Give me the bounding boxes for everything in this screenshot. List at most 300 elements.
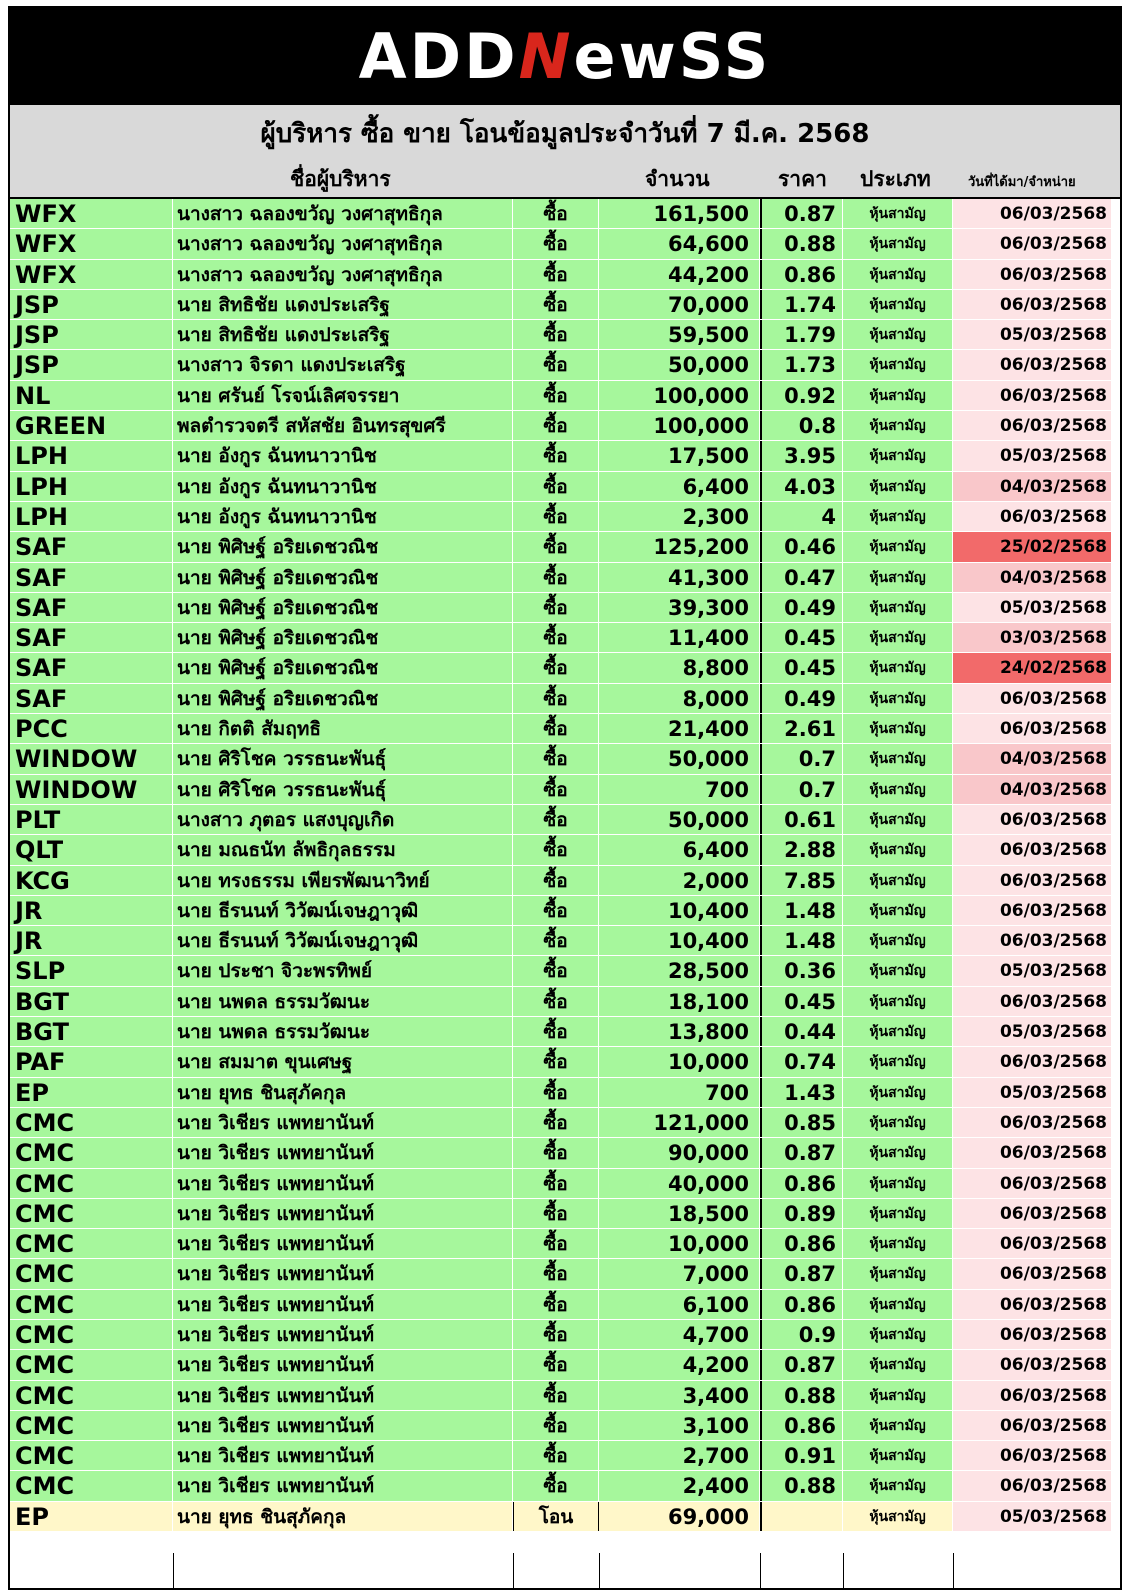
symbol-cell: LPH [10, 441, 173, 471]
amount-cell: 2,000 [599, 866, 760, 896]
price-cell: 0.45 [760, 623, 843, 653]
amount-cell: 50,000 [599, 805, 760, 835]
symbol-cell: SAF [10, 593, 173, 623]
date-cell: 05/03/2568 [953, 1017, 1112, 1047]
amount-cell: 125,200 [599, 532, 760, 562]
executive-name-cell: นาย ศิริโชค วรรธนะพันธุ์ [173, 775, 513, 805]
date-cell: 06/03/2568 [953, 987, 1112, 1017]
executive-name-cell: นาย วิเชียร แพทยานันท์ [173, 1471, 513, 1501]
transaction-type-cell: ซื้อ [513, 744, 599, 774]
table-row [10, 1138, 1120, 1168]
table-row [10, 805, 1120, 835]
amount-cell: 700 [599, 775, 760, 805]
symbol-cell: WFX [10, 199, 173, 229]
category-cell: หุ้นสามัญ [843, 896, 953, 926]
date-cell: 04/03/2568 [953, 472, 1112, 502]
price-cell: 1.48 [760, 926, 843, 956]
table-row [10, 381, 1120, 411]
transaction-type-cell: ซื้อ [513, 775, 599, 805]
date-cell: 06/03/2568 [953, 199, 1112, 229]
executive-name-cell: นางสาว ฉลองขวัญ วงศาสุทธิกุล [173, 199, 513, 229]
date-cell: 06/03/2568 [953, 1108, 1112, 1138]
table-row [10, 1259, 1120, 1289]
price-cell: 0.91 [760, 1441, 843, 1471]
symbol-cell: BGT [10, 1017, 173, 1047]
price-cell: 0.88 [760, 1471, 843, 1501]
amount-cell: 40,000 [599, 1169, 760, 1199]
transaction-type-cell: ซื้อ [513, 1078, 599, 1108]
date-cell: 05/03/2568 [953, 593, 1112, 623]
category-cell: หุ้นสามัญ [843, 1471, 953, 1501]
symbol-cell: CMC [10, 1259, 173, 1289]
amount-cell: 4,200 [599, 1350, 760, 1380]
transaction-type-cell: ซื้อ [513, 926, 599, 956]
category-cell: หุ้นสามัญ [843, 1078, 953, 1108]
table-row [10, 1502, 1120, 1532]
date-cell: 06/03/2568 [953, 290, 1112, 320]
symbol-cell: SAF [10, 532, 173, 562]
amount-cell: 39,300 [599, 593, 760, 623]
transaction-type-cell: ซื้อ [513, 229, 599, 259]
category-cell: หุ้นสามัญ [843, 1290, 953, 1320]
symbol-cell: CMC [10, 1471, 173, 1501]
date-cell: 06/03/2568 [953, 1229, 1112, 1259]
symbol-cell: GREEN [10, 411, 173, 441]
executive-name-cell: นางสาว ฉลองขวัญ วงศาสุทธิกุล [173, 229, 513, 259]
symbol-cell: SAF [10, 653, 173, 683]
symbol-cell: PCC [10, 714, 173, 744]
category-cell: หุ้นสามัญ [843, 1381, 953, 1411]
price-cell: 0.87 [760, 199, 843, 229]
category-cell: หุ้นสามัญ [843, 623, 953, 653]
transactions-table [10, 199, 1120, 1532]
transaction-type-cell: ซื้อ [513, 1320, 599, 1350]
executive-name-cell: นาย อังกูร ฉันทนาวานิช [173, 441, 513, 471]
date-cell: 06/03/2568 [953, 1320, 1112, 1350]
table-row [10, 1169, 1120, 1199]
amount-cell: 90,000 [599, 1138, 760, 1168]
table-row [10, 926, 1120, 956]
date-cell: 06/03/2568 [953, 714, 1112, 744]
symbol-cell: CMC [10, 1411, 173, 1441]
table-row [10, 1078, 1120, 1108]
table-row [10, 835, 1120, 865]
amount-cell: 10,400 [599, 896, 760, 926]
date-cell: 05/03/2568 [953, 1502, 1112, 1532]
executive-name-cell: นาย นพดล ธรรมวัฒนะ [173, 1017, 513, 1047]
amount-cell: 8,800 [599, 653, 760, 683]
symbol-cell: LPH [10, 472, 173, 502]
amount-cell: 121,000 [599, 1108, 760, 1138]
price-cell: 1.48 [760, 896, 843, 926]
date-cell: 06/03/2568 [953, 260, 1112, 290]
transaction-type-cell: ซื้อ [513, 1411, 599, 1441]
symbol-cell: CMC [10, 1108, 173, 1138]
category-cell: หุ้นสามัญ [843, 320, 953, 350]
table-row [10, 1411, 1120, 1441]
table-row [10, 229, 1120, 259]
amount-cell: 10,000 [599, 1047, 760, 1077]
transaction-type-cell: ซื้อ [513, 805, 599, 835]
amount-cell: 11,400 [599, 623, 760, 653]
symbol-cell: KCG [10, 866, 173, 896]
date-cell: 06/03/2568 [953, 229, 1112, 259]
table-row [10, 775, 1120, 805]
header-date: วันที่ได้มา/จำหน่าย [968, 175, 1076, 190]
report-frame [8, 6, 1122, 1590]
date-cell: 04/03/2568 [953, 744, 1112, 774]
transaction-type-cell: โอน [513, 1502, 599, 1532]
date-cell: 06/03/2568 [953, 1047, 1112, 1077]
price-cell: 0.87 [760, 1138, 843, 1168]
table-row [10, 987, 1120, 1017]
category-cell: หุ้นสามัญ [843, 1047, 953, 1077]
amount-cell: 3,400 [599, 1381, 760, 1411]
price-cell: 0.85 [760, 1108, 843, 1138]
price-cell: 0.9 [760, 1320, 843, 1350]
page-title: ผู้บริหาร ซื้อ ขาย โอนข้อมูลประจำวันที่ 7 มี.ค. 2568 [260, 119, 870, 149]
amount-cell: 7,000 [599, 1259, 760, 1289]
price-cell: 0.86 [760, 1411, 843, 1441]
executive-name-cell: นาย พิศิษฐ์ อริยเดชวณิช [173, 684, 513, 714]
category-cell: หุ้นสามัญ [843, 926, 953, 956]
executive-name-cell: นาย ธีรนนท์ วิวัฒน์เจษฎาวุฒิ [173, 926, 513, 956]
table-row [10, 1290, 1120, 1320]
table-row [10, 593, 1120, 623]
price-cell: 0.92 [760, 381, 843, 411]
category-cell: หุ้นสามัญ [843, 1199, 953, 1229]
table-row [10, 260, 1120, 290]
transaction-type-cell: ซื้อ [513, 1381, 599, 1411]
category-cell: หุ้นสามัญ [843, 593, 953, 623]
symbol-cell: QLT [10, 835, 173, 865]
table-row [10, 714, 1120, 744]
table-row [10, 1199, 1120, 1229]
category-cell: หุ้นสามัญ [843, 532, 953, 562]
transaction-type-cell: ซื้อ [513, 896, 599, 926]
price-cell: 0.86 [760, 1290, 843, 1320]
amount-cell: 50,000 [599, 744, 760, 774]
symbol-cell: LPH [10, 502, 173, 532]
executive-name-cell: นาย วิเชียร แพทยานันท์ [173, 1169, 513, 1199]
transaction-type-cell: ซื้อ [513, 472, 599, 502]
category-cell: หุ้นสามัญ [843, 835, 953, 865]
header-amount: จำนวน [645, 167, 710, 191]
symbol-cell: SAF [10, 684, 173, 714]
category-cell: หุ้นสามัญ [843, 1441, 953, 1471]
logo-bar [10, 8, 1120, 105]
amount-cell: 18,500 [599, 1199, 760, 1229]
executive-name-cell: นาย พิศิษฐ์ อริยเดชวณิช [173, 563, 513, 593]
date-cell: 06/03/2568 [953, 684, 1112, 714]
price-cell: 0.46 [760, 532, 843, 562]
amount-cell: 21,400 [599, 714, 760, 744]
transaction-type-cell: ซื้อ [513, 1350, 599, 1380]
transaction-type-cell: ซื้อ [513, 1169, 599, 1199]
category-cell: หุ้นสามัญ [843, 229, 953, 259]
executive-name-cell: นางสาว ฉลองขวัญ วงศาสุทธิกุล [173, 260, 513, 290]
date-cell: 06/03/2568 [953, 1350, 1112, 1380]
table-row [10, 653, 1120, 683]
amount-cell: 44,200 [599, 260, 760, 290]
amount-cell: 10,000 [599, 1229, 760, 1259]
price-cell: 0.87 [760, 1259, 843, 1289]
transaction-type-cell: ซื้อ [513, 441, 599, 471]
transaction-type-cell: ซื้อ [513, 956, 599, 986]
date-cell: 24/02/2568 [953, 653, 1112, 683]
category-cell: หุ้นสามัญ [843, 1229, 953, 1259]
transaction-type-cell: ซื้อ [513, 320, 599, 350]
executive-name-cell: นาย นพดล ธรรมวัฒนะ [173, 987, 513, 1017]
amount-cell: 50,000 [599, 350, 760, 380]
executive-name-cell: นาย สิทธิชัย แดงประเสริฐ [173, 320, 513, 350]
table-row [10, 1320, 1120, 1350]
symbol-cell: CMC [10, 1138, 173, 1168]
executive-name-cell: นางสาว ภุตอร แสงบุญเกิด [173, 805, 513, 835]
category-cell: หุ้นสามัญ [843, 744, 953, 774]
symbol-cell: CMC [10, 1169, 173, 1199]
table-row [10, 684, 1120, 714]
symbol-cell: JSP [10, 320, 173, 350]
date-cell: 06/03/2568 [953, 866, 1112, 896]
transaction-type-cell: ซื้อ [513, 684, 599, 714]
header-price: ราคา [778, 167, 827, 191]
price-cell: 4.03 [760, 472, 843, 502]
table-row [10, 1471, 1120, 1501]
table-row [10, 1108, 1120, 1138]
category-cell: หุ้นสามัญ [843, 502, 953, 532]
table-row [10, 744, 1120, 774]
executive-name-cell: นาย พิศิษฐ์ อริยเดชวณิช [173, 653, 513, 683]
executive-name-cell: นาย วิเชียร แพทยานันท์ [173, 1411, 513, 1441]
category-cell: หุ้นสามัญ [843, 472, 953, 502]
category-cell: หุ้นสามัญ [843, 1259, 953, 1289]
symbol-cell: CMC [10, 1350, 173, 1380]
executive-name-cell: นาย ทรงธรรม เพียรพัฒนาวิทย์ [173, 866, 513, 896]
table-row [10, 472, 1120, 502]
transaction-type-cell: ซื้อ [513, 623, 599, 653]
category-cell: หุ้นสามัญ [843, 1108, 953, 1138]
transaction-type-cell: ซื้อ [513, 381, 599, 411]
category-cell: หุ้นสามัญ [843, 805, 953, 835]
price-cell: 0.88 [760, 229, 843, 259]
symbol-cell: SLP [10, 956, 173, 986]
date-cell: 04/03/2568 [953, 563, 1112, 593]
executive-name-cell: นาย พิศิษฐ์ อริยเดชวณิช [173, 593, 513, 623]
amount-cell: 700 [599, 1078, 760, 1108]
symbol-cell: CMC [10, 1381, 173, 1411]
transaction-type-cell: ซื้อ [513, 290, 599, 320]
transaction-type-cell: ซื้อ [513, 987, 599, 1017]
transaction-type-cell: ซื้อ [513, 1229, 599, 1259]
transaction-type-cell: ซื้อ [513, 1138, 599, 1168]
executive-name-cell: นาย วิเชียร แพทยานันท์ [173, 1350, 513, 1380]
table-row [10, 1229, 1120, 1259]
amount-cell: 69,000 [599, 1502, 760, 1532]
executive-name-cell: พลตำรวจตรี สหัสชัย อินทรสุขศรี [173, 411, 513, 441]
amount-cell: 64,600 [599, 229, 760, 259]
transaction-type-cell: ซื้อ [513, 593, 599, 623]
symbol-cell: PLT [10, 805, 173, 835]
executive-name-cell: นาย วิเชียร แพทยานันท์ [173, 1199, 513, 1229]
executive-name-cell: นาย ศรันย์ โรจน์เลิศจรรยา [173, 381, 513, 411]
symbol-cell: EP [10, 1078, 173, 1108]
executive-name-cell: นาย กิตติ สัมฤทธิ [173, 714, 513, 744]
executive-name-cell: นาย วิเชียร แพทยานันท์ [173, 1381, 513, 1411]
date-cell: 06/03/2568 [953, 1199, 1112, 1229]
header-category: ประเภท [860, 167, 931, 191]
transaction-type-cell: ซื้อ [513, 1471, 599, 1501]
price-cell: 0.47 [760, 563, 843, 593]
date-cell: 06/03/2568 [953, 381, 1112, 411]
addnewss-logo: ADDNewSS [358, 19, 772, 93]
executive-name-cell: นาย สมมาต ขุนเศษฐ [173, 1047, 513, 1077]
table-row [10, 1381, 1120, 1411]
category-cell: หุ้นสามัญ [843, 1502, 953, 1532]
transaction-type-cell: ซื้อ [513, 199, 599, 229]
date-cell: 06/03/2568 [953, 805, 1112, 835]
price-cell: 0.7 [760, 775, 843, 805]
header-name: ชื่อผู้บริหาร [290, 167, 391, 191]
transaction-type-cell: ซื้อ [513, 714, 599, 744]
symbol-cell: BGT [10, 987, 173, 1017]
executive-name-cell: นาย วิเชียร แพทยานันท์ [173, 1138, 513, 1168]
amount-cell: 13,800 [599, 1017, 760, 1047]
date-cell: 06/03/2568 [953, 411, 1112, 441]
category-cell: หุ้นสามัญ [843, 956, 953, 986]
table-row [10, 320, 1120, 350]
transaction-type-cell: ซื้อ [513, 350, 599, 380]
price-cell: 0.87 [760, 1350, 843, 1380]
amount-cell: 28,500 [599, 956, 760, 986]
table-row [10, 563, 1120, 593]
price-cell: 0.88 [760, 1381, 843, 1411]
empty-row [10, 1553, 1120, 1588]
executive-name-cell: นาย พิศิษฐ์ อริยเดชวณิช [173, 623, 513, 653]
symbol-cell: CMC [10, 1199, 173, 1229]
amount-cell: 18,100 [599, 987, 760, 1017]
table-row [10, 502, 1120, 532]
table-row [10, 532, 1120, 562]
category-cell: หุ้นสามัญ [843, 1411, 953, 1441]
symbol-cell: PAF [10, 1047, 173, 1077]
amount-cell: 2,300 [599, 502, 760, 532]
transaction-type-cell: ซื้อ [513, 260, 599, 290]
date-cell: 06/03/2568 [953, 1471, 1112, 1501]
category-cell: หุ้นสามัญ [843, 441, 953, 471]
price-cell: 0.89 [760, 1199, 843, 1229]
transaction-type-cell: ซื้อ [513, 532, 599, 562]
symbol-cell: CMC [10, 1229, 173, 1259]
price-cell: 0.86 [760, 1169, 843, 1199]
date-cell: 06/03/2568 [953, 1290, 1112, 1320]
date-cell: 04/03/2568 [953, 775, 1112, 805]
table-row [10, 350, 1120, 380]
price-cell: 0.8 [760, 411, 843, 441]
category-cell: หุ้นสามัญ [843, 381, 953, 411]
executive-name-cell: นาย ยุทธ ชินสุภัคกุล [173, 1078, 513, 1108]
executive-name-cell: นาย ประชา จิวะพรทิพย์ [173, 956, 513, 986]
amount-cell: 100,000 [599, 381, 760, 411]
category-cell: หุ้นสามัญ [843, 1017, 953, 1047]
executive-name-cell: นาย วิเชียร แพทยานันท์ [173, 1320, 513, 1350]
category-cell: หุ้นสามัญ [843, 684, 953, 714]
symbol-cell: NL [10, 381, 173, 411]
executive-name-cell: นาย วิเชียร แพทยานันท์ [173, 1259, 513, 1289]
category-cell: หุ้นสามัญ [843, 1320, 953, 1350]
price-cell: 2.61 [760, 714, 843, 744]
price-cell: 0.86 [760, 260, 843, 290]
table-row [10, 441, 1120, 471]
executive-name-cell: นาย วิเชียร แพทยานันท์ [173, 1108, 513, 1138]
category-cell: หุ้นสามัญ [843, 714, 953, 744]
table-row [10, 1350, 1120, 1380]
symbol-cell: EP [10, 1502, 173, 1532]
price-cell: 0.49 [760, 593, 843, 623]
amount-cell: 59,500 [599, 320, 760, 350]
transaction-type-cell: ซื้อ [513, 1017, 599, 1047]
transaction-type-cell: ซื้อ [513, 502, 599, 532]
price-cell: 0.61 [760, 805, 843, 835]
symbol-cell: WINDOW [10, 775, 173, 805]
price-cell: 3.95 [760, 441, 843, 471]
category-cell: หุ้นสามัญ [843, 260, 953, 290]
symbol-cell: JSP [10, 350, 173, 380]
amount-cell: 10,400 [599, 926, 760, 956]
executive-name-cell: นางสาว จิรดา แดงประเสริฐ [173, 350, 513, 380]
table-row [10, 896, 1120, 926]
transaction-type-cell: ซื้อ [513, 1199, 599, 1229]
symbol-cell: WFX [10, 229, 173, 259]
date-cell: 05/03/2568 [953, 956, 1112, 986]
category-cell: หุ้นสามัญ [843, 1138, 953, 1168]
amount-cell: 6,100 [599, 1290, 760, 1320]
executive-name-cell: นาย ศิริโชค วรรธนะพันธุ์ [173, 744, 513, 774]
category-cell: หุ้นสามัญ [843, 411, 953, 441]
table-row [10, 866, 1120, 896]
price-cell: 0.7 [760, 744, 843, 774]
transaction-type-cell: ซื้อ [513, 1441, 599, 1471]
transaction-type-cell: ซื้อ [513, 1290, 599, 1320]
title-bar [10, 105, 1120, 199]
amount-cell: 70,000 [599, 290, 760, 320]
table-row [10, 290, 1120, 320]
amount-cell: 3,100 [599, 1411, 760, 1441]
symbol-cell: CMC [10, 1441, 173, 1471]
amount-cell: 6,400 [599, 835, 760, 865]
category-cell: หุ้นสามัญ [843, 775, 953, 805]
transaction-type-cell: ซื้อ [513, 1108, 599, 1138]
symbol-cell: JR [10, 926, 173, 956]
category-cell: หุ้นสามัญ [843, 987, 953, 1017]
table-row [10, 1441, 1120, 1471]
category-cell: หุ้นสามัญ [843, 350, 953, 380]
date-cell: 06/03/2568 [953, 502, 1112, 532]
symbol-cell: JSP [10, 290, 173, 320]
price-cell: 0.49 [760, 684, 843, 714]
executive-name-cell: นาย ธีรนนท์ วิวัฒน์เจษฎาวุฒิ [173, 896, 513, 926]
category-cell: หุ้นสามัญ [843, 1169, 953, 1199]
price-cell: 0.36 [760, 956, 843, 986]
symbol-cell: SAF [10, 623, 173, 653]
date-cell: 06/03/2568 [953, 1411, 1112, 1441]
transaction-type-cell: ซื้อ [513, 1259, 599, 1289]
table-row [10, 1047, 1120, 1077]
price-cell: 1.43 [760, 1078, 843, 1108]
amount-cell: 6,400 [599, 472, 760, 502]
executive-name-cell: นาย วิเชียร แพทยานันท์ [173, 1290, 513, 1320]
date-cell: 06/03/2568 [953, 926, 1112, 956]
